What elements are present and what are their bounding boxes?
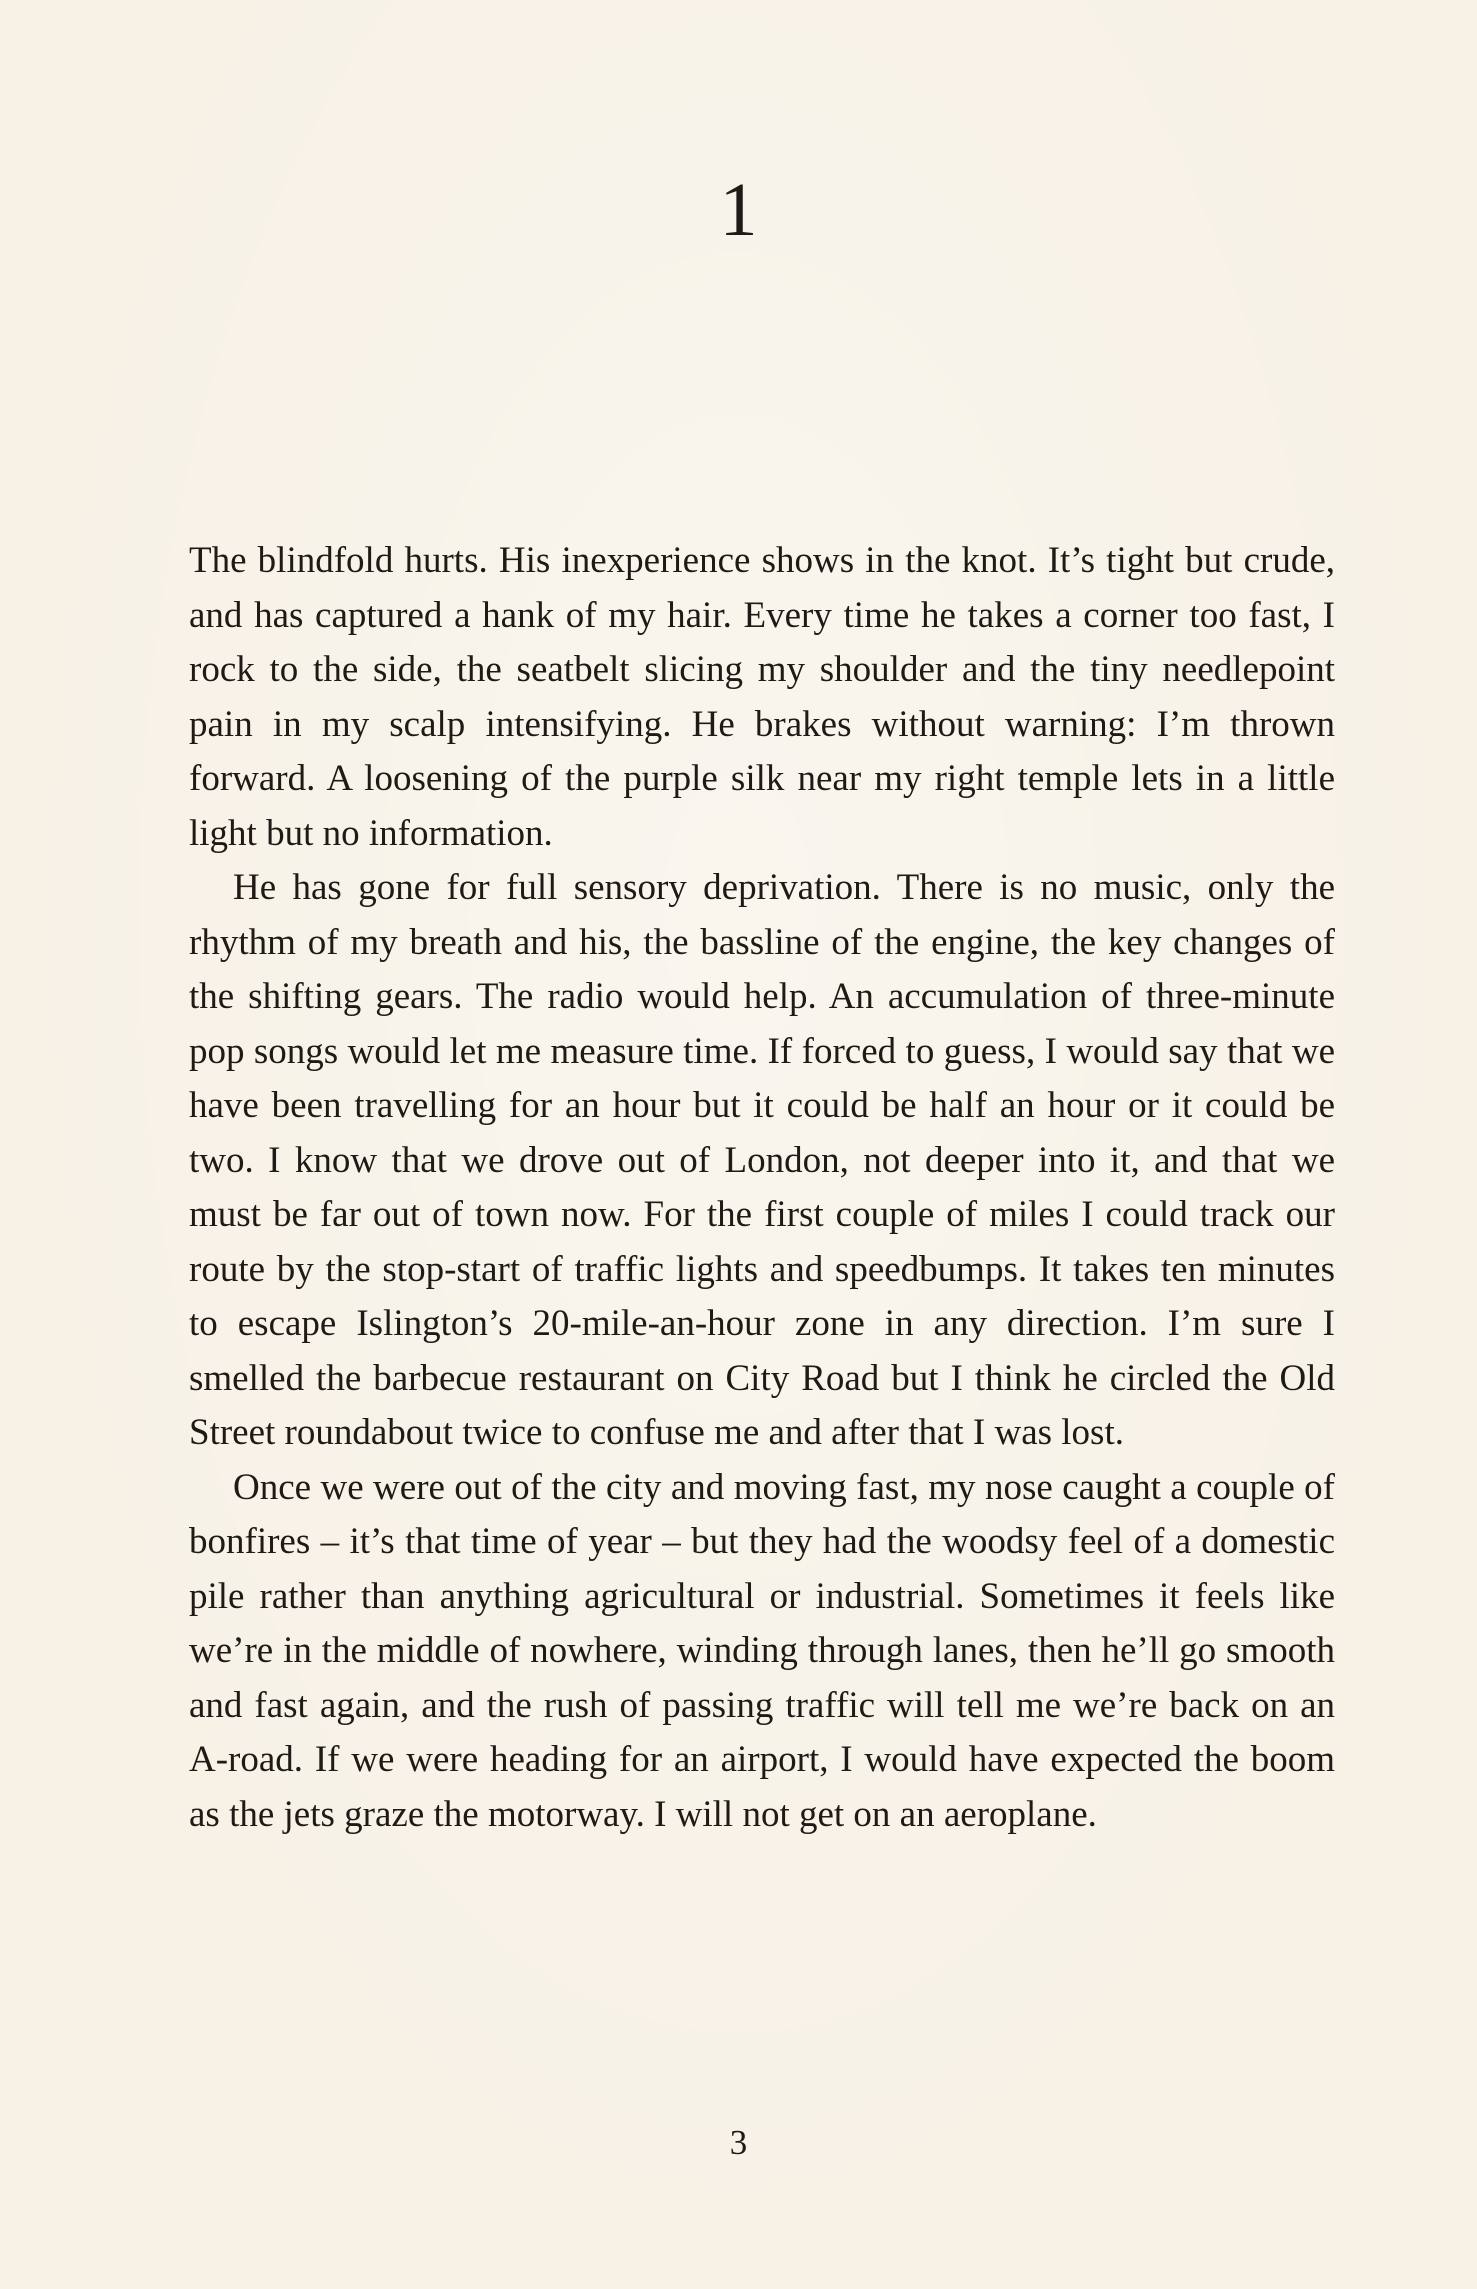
page-number: 3 <box>729 2123 748 2162</box>
paragraph: Once we were out of the city and moving fast, my nose caught a couple of bonfires – it’s that time of year – but they had the woodsy feel of a domestic pile rather than anything agricultural or industrial. Sometimes it feels like we’re in the middle of nowhere, winding through lanes, then he’ll go smooth and fast again, and the rush of passing traffic will tell me we’re back on an A-road. If we were heading for an airport, I would have expected the boom as the jets graze the motorway. I will not get on an aeroplane. <box>189 1466 1335 1835</box>
paragraph: The blindfold hurts. His inexperience shows in the knot. It’s tight but crude, and has captured a hank of my hair. Every time he takes a corner too fast, I rock to the side, the seatbelt slicing my shoulder and the tiny needlepoint pain in my scalp intensifying. He brakes without warning: I’m thrown forward. A loosening of the purple silk near my right temple lets in a little light but no information. <box>189 540 1335 854</box>
chapter-body <box>189 534 1335 1842</box>
chapter-number: 1 <box>719 168 758 252</box>
paragraph: He has gone for full sensory deprivation. There is no music, only the rhythm of my breath and his, the bassline of the engine, the key changes of the shifting gears. The radio would help. An accumulation of three-minute pop songs would let me measure time. If forced to guess, I would say that we have been travelling for an hour but it could be half an hour or it could be two. I know that we drove out of London, not deeper into it, and that we must be far out of town now. For the first couple of miles I could track our route by the stop-start of traffic lights and speedbumps. It takes ten minutes to escape Islington’s 20-mile-an-hour zone in any direction. I’m sure I smelled the barbecue restaurant on City Road but I think he circled the Old Street roundabout twice to confuse me and after that I was lost. <box>189 867 1335 1453</box>
